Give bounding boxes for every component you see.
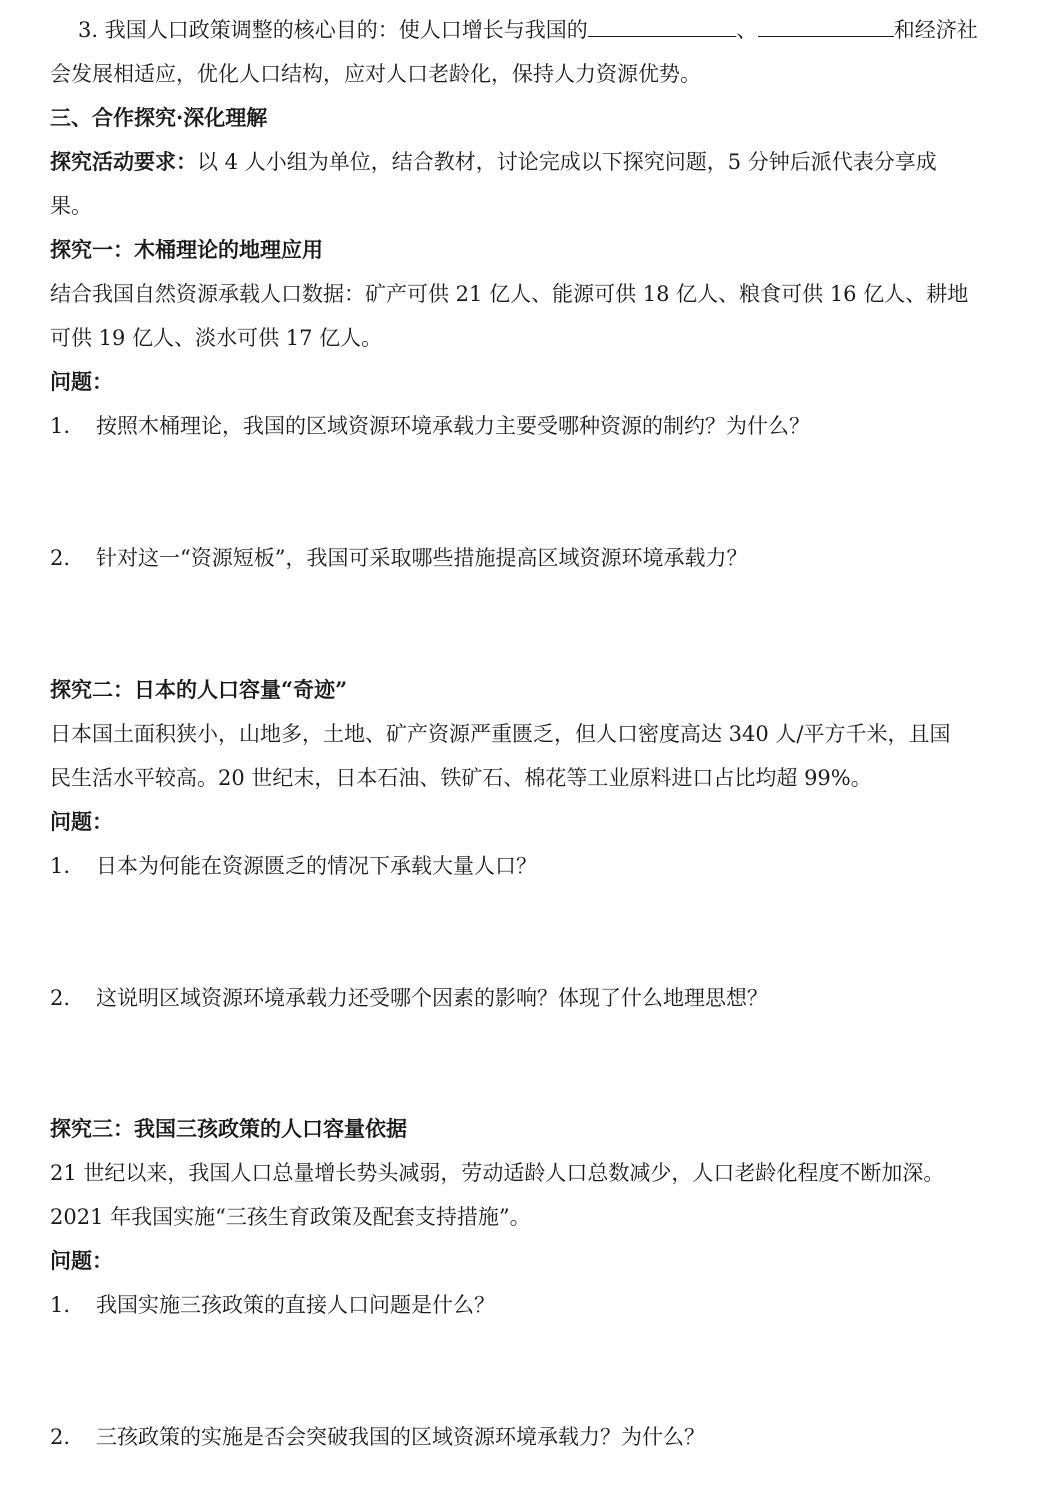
inquiry-3-questions-label: 问题： <box>50 1248 113 1273</box>
inquiry-2-para-1: 日本国土面积狭小，山地多，土地、矿产资源严重匮乏，但人口密度高达 340 人/平方千米，且国 <box>50 722 951 746</box>
inquiry-1-question-2 <box>50 544 1020 572</box>
question-number: 2. <box>50 986 71 1010</box>
inquiry-2-para-2: 民生活水平较高。20 世纪末，日本石油、铁矿石、棉花等工业原料进口占比均超 99%。 <box>50 766 872 790</box>
question-text: 这说明区域资源环境承载力还受哪个因素的影响？体现了什么地理思想？ <box>96 986 768 1010</box>
question-text: 三孩政策的实施是否会突破我国的区域资源环境承载力？为什么？ <box>96 1425 705 1449</box>
inquiry-2-question-1 <box>50 852 1020 880</box>
inquiry-2-question-2 <box>50 984 1020 1012</box>
q3-blank-2 <box>758 16 894 37</box>
question-text: 日本为何能在资源匮乏的情况下承载大量人口？ <box>96 854 537 878</box>
q3-prefix: 3. 我国人口政策调整的核心目的：使人口增长与我国的 <box>78 18 588 42</box>
inquiry-3-question-1 <box>50 1291 1020 1319</box>
requirement-line-2: 果。 <box>50 194 92 218</box>
inquiry-2-questions-label: 问题： <box>50 809 113 834</box>
section-3-title: 三、合作探究·深化理解 <box>50 105 268 130</box>
question-number: 1. <box>50 854 71 878</box>
requirement-label: 探究活动要求： <box>50 149 197 174</box>
inquiry-3-question-2 <box>50 1423 1020 1451</box>
inquiry-3-title: 探究三：我国三孩政策的人口容量依据 <box>50 1116 407 1141</box>
question-text: 我国实施三孩政策的直接人口问题是什么？ <box>96 1293 495 1317</box>
inquiry-1-title: 探究一：木桶理论的地理应用 <box>50 237 323 262</box>
question-text: 按照木桶理论，我国的区域资源环境承载力主要受哪种资源的制约？为什么？ <box>96 414 810 438</box>
question-number: 2. <box>50 546 71 570</box>
q3-suffix: 和经济社 <box>893 18 978 42</box>
inquiry-1-para-1: 结合我国自然资源承载人口数据：矿产可供 21 亿人、能源可供 18 亿人、粮食可供 16 亿人、耕地 <box>50 282 969 306</box>
requirement-text: 以 4 人小组为单位，结合教材，讨论完成以下探究问题，5 分钟后派代表分享成 <box>197 150 937 174</box>
q3-line-1 <box>78 16 1048 44</box>
inquiry-1-question-1 <box>50 412 1020 440</box>
question-number: 2. <box>50 1425 71 1449</box>
inquiry-1-para-2: 可供 19 亿人、淡水可供 17 亿人。 <box>50 326 383 350</box>
question-number: 1. <box>50 1293 71 1317</box>
q3-line-2: 会发展相适应，优化人口结构，应对人口老龄化，保持人力资源优势。 <box>50 62 701 86</box>
inquiry-3-para-1: 21 世纪以来，我国人口总量增长势头减弱，劳动适龄人口总数减少，人口老龄化程度不断加深。 <box>50 1161 945 1185</box>
inquiry-3-para-2: 2021 年我国实施“三孩生育政策及配套支持措施”。 <box>50 1205 531 1229</box>
requirement-line-1 <box>50 148 1020 176</box>
q3-separator: 、 <box>736 18 758 42</box>
inquiry-1-questions-label: 问题： <box>50 369 113 394</box>
q3-blank-1 <box>588 16 736 37</box>
question-number: 1. <box>50 414 71 438</box>
inquiry-2-title: 探究二：日本的人口容量“奇迹” <box>50 677 348 702</box>
question-text: 针对这一“资源短板”，我国可采取哪些措施提高区域资源环境承载力？ <box>96 546 748 570</box>
